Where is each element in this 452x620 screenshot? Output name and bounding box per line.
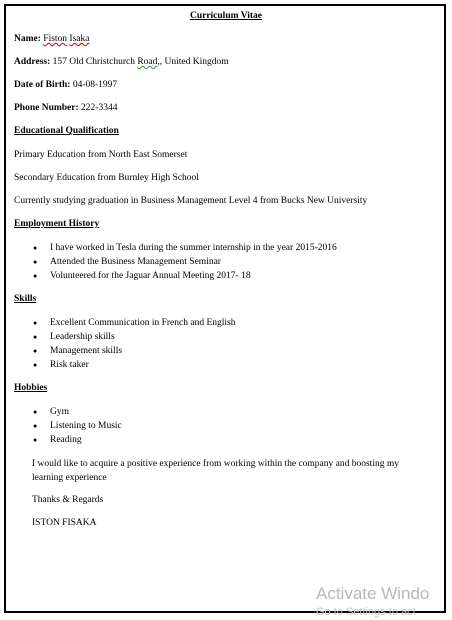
closing-signature: ISTON FISAKA [32, 518, 97, 528]
bullet-icon: ● [33, 272, 38, 280]
skills-item: Leadership skills [50, 332, 115, 342]
phone-label: Phone Number: [14, 103, 79, 113]
address-value-a: 157 Old Christchurch [52, 57, 135, 67]
bullet-icon: ● [33, 436, 38, 444]
skills-item: Management skills [50, 346, 123, 356]
phone-row [14, 102, 117, 114]
hobbies-heading: Hobbies [14, 383, 48, 393]
closing-statement: I would like to acquire a positive experience from working within the company and boosting my learning experience [32, 459, 399, 483]
education-item: Secondary Education from Burnley High School [14, 173, 199, 183]
dob-value: 04-08-1997 [72, 80, 118, 90]
bullet-icon: ● [33, 258, 38, 266]
address-value-c: ,, United Kingdom [157, 57, 229, 67]
bullet-icon: ● [33, 361, 38, 369]
skills-item: Risk taker [50, 360, 89, 370]
education-heading: Educational Qualification [14, 126, 119, 136]
address-label: Address: [14, 57, 51, 67]
closing-regards: Thanks & Regards [32, 495, 104, 505]
skills-heading: Skills [14, 294, 37, 304]
activate-windows-watermark: Activate Windo [316, 584, 430, 603]
bullet-icon: ● [33, 333, 38, 341]
name-label: Name: [14, 34, 41, 44]
document-title: Curriculum Vitae [189, 11, 263, 21]
hobbies-item: Gym [50, 407, 69, 417]
education-item: Primary Education from North East Somerset [14, 150, 188, 160]
dob-label: Date of Birth: [14, 80, 71, 90]
employment-item: Volunteered for the Jaguar Annual Meeting 2017- 18 [50, 271, 251, 281]
bullet-icon: ● [33, 244, 38, 252]
bullet-icon: ● [33, 319, 38, 327]
name-last: Isaka [69, 34, 90, 44]
name-first: Fiston [43, 34, 68, 44]
hobbies-item: Listening to Music [50, 421, 122, 431]
hobbies-item: Reading [50, 435, 82, 445]
bullet-icon: ● [33, 422, 38, 430]
name-row [14, 33, 89, 45]
skills-item: Excellent Communication in French and English [50, 318, 236, 328]
employment-item: Attended the Business Management Seminar [50, 257, 221, 267]
employment-heading: Employment History [14, 219, 100, 229]
employment-item: I have worked in Tesla during the summer internship in the year 2015-2016 [50, 243, 337, 253]
education-item: Currently studying graduation in Business Management Level 4 from Bucks New University [14, 196, 368, 206]
address-row [14, 56, 229, 68]
bullet-icon: ● [33, 347, 38, 355]
dob-row [14, 79, 117, 91]
bullet-icon: ● [33, 408, 38, 416]
phone-value: 222-3344 [81, 103, 118, 113]
address-value-b: Road [137, 57, 158, 67]
activate-windows-subtext: Go to Settings to act [316, 606, 416, 618]
